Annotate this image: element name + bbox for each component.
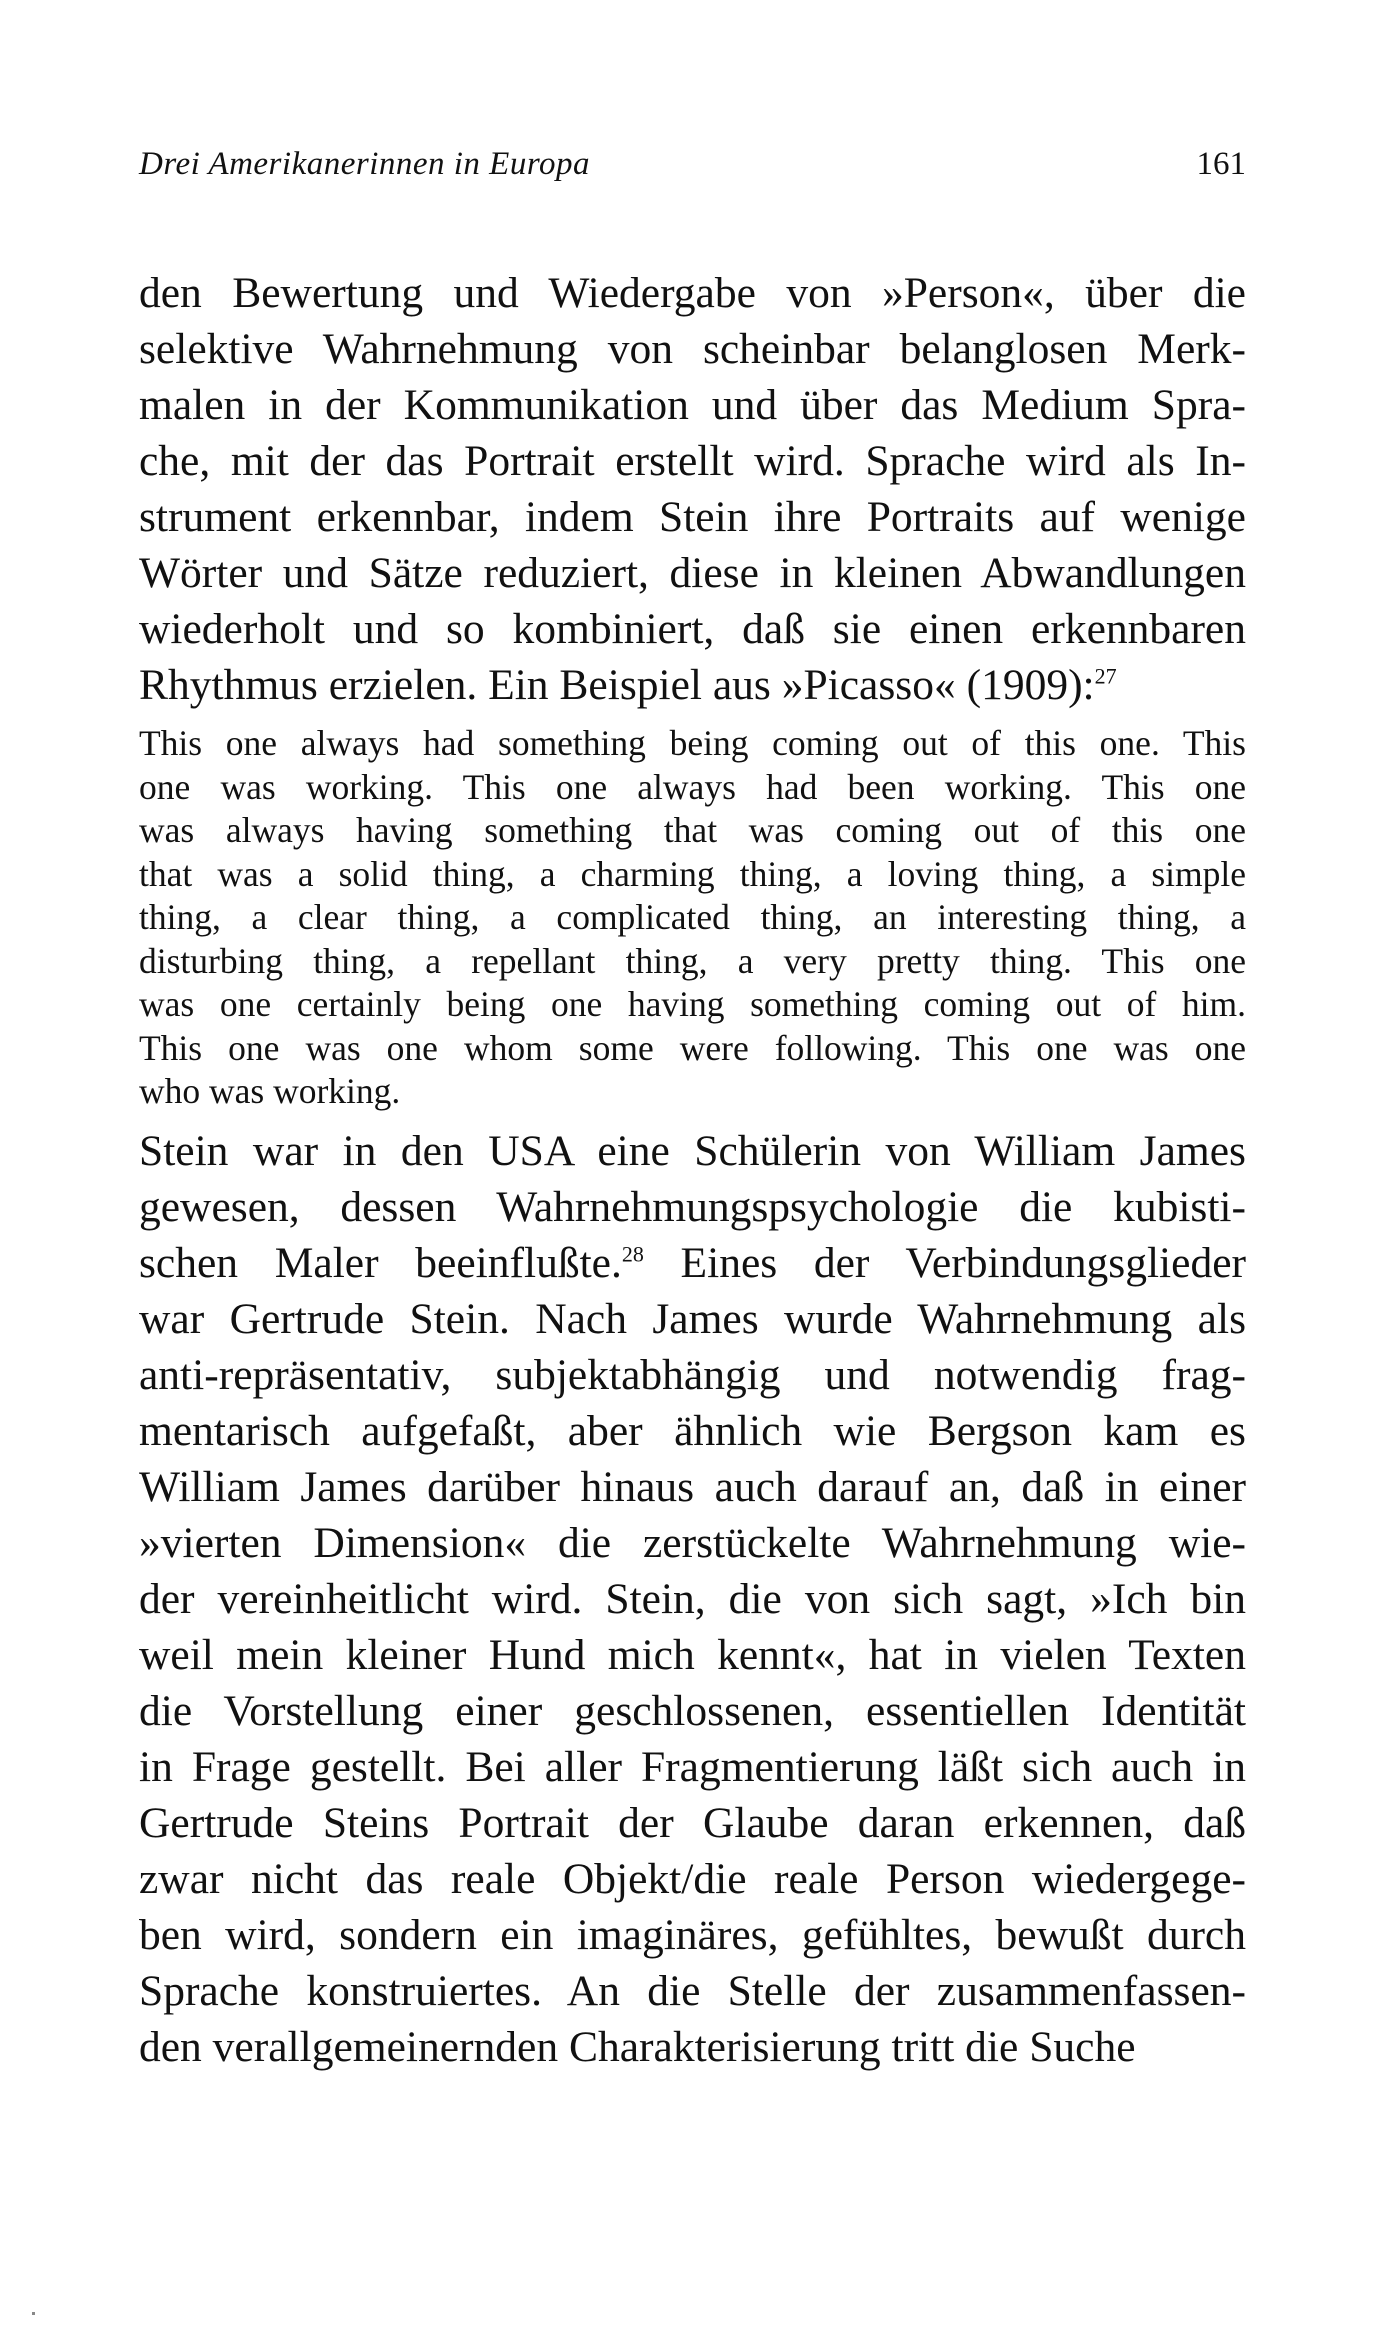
text-line: »vierten Dimension« die zerstückelte Wahrnehmung wie-	[139, 1519, 1246, 1567]
footnote-ref: 28	[621, 1241, 644, 1267]
text-line: der vereinheitlicht wird. Stein, die von sich sagt, »Ich bin	[139, 1575, 1246, 1623]
running-title: Drei Amerikanerinnen in Europa	[139, 146, 590, 182]
quote-line: thing, a clear thing, a complicated thing, an interesting thing, a	[139, 897, 1246, 937]
quote-line: that was a solid thing, a charming thing, a loving thing, a simple	[139, 853, 1246, 894]
quote-line: was one certainly being one having something coming out of him.	[139, 984, 1246, 1024]
page-number: 161	[1196, 146, 1246, 182]
text-line: wiederholt und so kombiniert, daß sie einen erkennbaren	[139, 605, 1246, 653]
text-line: den verallgemeinernden Charakterisierung tritt die Suche	[139, 2023, 1136, 2071]
quote-line: one was working. This one always had been working. This one	[139, 766, 1246, 807]
text-line: die Vorstellung einer geschlossenen, essentiellen Identität	[139, 1687, 1246, 1735]
scan-speck	[32, 2312, 35, 2315]
text-line	[139, 1235, 1246, 1291]
text-line: den Bewertung und Wiedergabe von »Person«, über die	[139, 269, 1246, 317]
text-line-content: Eines der Verbindungsglieder	[643, 1239, 1246, 1287]
text-line: Gertrude Steins Portrait der Glaube daran erkennen, daß	[139, 1799, 1246, 1847]
text-line: war Gertrude Stein. Nach James wurde Wahrnehmung als	[139, 1295, 1246, 1343]
text-line: strument erkennbar, indem Stein ihre Portraits auf wenige	[139, 493, 1246, 541]
quote-line: disturbing thing, a repellant thing, a very pretty thing. This one	[139, 940, 1246, 981]
text-line-content: Rhythmus erzielen. Ein Beispiel aus »Picasso« (1909):	[139, 661, 1095, 709]
text-line: gewesen, dessen Wahrnehmungspsychologie die kubisti-	[139, 1183, 1246, 1231]
block-quote	[139, 722, 1246, 1114]
text-line: Stein war in den USA eine Schülerin von William James	[139, 1127, 1246, 1175]
quote-line: This one always had something being coming out of this one. This	[139, 723, 1246, 763]
text-line: mentarisch aufgefaßt, aber ähnlich wie Bergson kam es	[139, 1407, 1246, 1455]
text-line: weil mein kleiner Hund mich kennt«, hat in vielen Texten	[139, 1631, 1246, 1679]
text-line: Wörter und Sätze reduziert, diese in kleinen Abwandlungen	[139, 549, 1246, 597]
text-line: malen in der Kommunikation und über das Medium Spra-	[139, 381, 1246, 429]
text-line-content: schen Maler beeinflußte.	[139, 1239, 622, 1287]
footnote-ref: 27	[1094, 663, 1117, 689]
quote-line: was always having something that was coming out of this one	[139, 810, 1246, 850]
text-line	[139, 657, 1246, 713]
text-line: anti-repräsentativ, subjektabhängig und notwendig frag-	[139, 1351, 1246, 1399]
paragraph-intro	[139, 265, 1246, 713]
text-line: selektive Wahrnehmung von scheinbar belanglosen Merk-	[139, 325, 1246, 373]
text-line: ben wird, sondern ein imaginäres, gefühltes, bewußt durch	[139, 1911, 1246, 1959]
text-line: William James darüber hinaus auch darauf an, daß in einer	[139, 1463, 1246, 1511]
text-line: zwar nicht das reale Objekt/die reale Person wiedergege-	[139, 1855, 1246, 1903]
paragraph-james	[139, 1123, 1246, 2075]
text-line: che, mit der das Portrait erstellt wird. Sprache wird als In-	[139, 437, 1246, 485]
quote-line: This one was one whom some were following. This one was one	[139, 1027, 1246, 1068]
text-line: Sprache konstruiertes. An die Stelle der zusammenfassen-	[139, 1967, 1246, 2015]
quote-line: who was working.	[139, 1071, 401, 1111]
text-line: in Frage gestellt. Bei aller Fragmentierung läßt sich auch in	[139, 1743, 1246, 1791]
